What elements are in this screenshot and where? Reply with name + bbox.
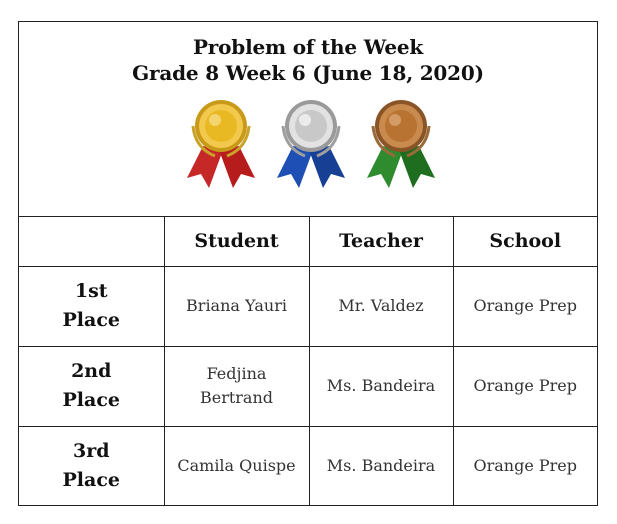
teacher-cell bbox=[309, 346, 453, 426]
place-cell bbox=[19, 346, 164, 426]
teacher-name: Ms. Bandeira bbox=[326, 456, 436, 476]
results-table bbox=[19, 216, 597, 506]
school-name: Orange Prep bbox=[473, 376, 578, 395]
medals-row bbox=[19, 98, 597, 190]
table-row bbox=[19, 426, 597, 506]
header-section bbox=[19, 22, 597, 217]
header-cell-empty bbox=[19, 216, 164, 266]
student-name: Fedjina Bertrand bbox=[199, 364, 274, 407]
header-cell-teacher: Teacher bbox=[309, 216, 453, 266]
header-cell-school: School bbox=[453, 216, 597, 266]
silver-medal-icon bbox=[269, 98, 353, 190]
title-line-1: Problem of the Week bbox=[192, 35, 424, 59]
student-name: Camila Quispe bbox=[177, 456, 296, 476]
teacher-name: Ms. Bandeira bbox=[326, 376, 436, 395]
school-name: Orange Prep bbox=[473, 456, 578, 476]
school-name: Orange Prep bbox=[473, 296, 578, 315]
table-row bbox=[19, 266, 597, 346]
teacher-cell bbox=[309, 266, 453, 346]
student-cell bbox=[164, 346, 309, 426]
table-row bbox=[19, 346, 597, 426]
page-title bbox=[19, 34, 597, 86]
title-line-2: Grade 8 Week 6 (June 18, 2020) bbox=[132, 61, 484, 85]
header-cell-student: Student bbox=[164, 216, 309, 266]
bronze-medal-icon bbox=[359, 98, 443, 190]
place-label: 2nd Place bbox=[62, 360, 120, 411]
school-cell bbox=[453, 426, 597, 506]
results-frame bbox=[18, 21, 598, 506]
student-cell bbox=[164, 426, 309, 506]
place-cell bbox=[19, 426, 164, 506]
school-cell bbox=[453, 346, 597, 426]
teacher-name: Mr. Valdez bbox=[338, 296, 424, 315]
school-cell bbox=[453, 266, 597, 346]
teacher-cell bbox=[309, 426, 453, 506]
student-name: Briana Yauri bbox=[186, 296, 287, 315]
table-header-row bbox=[19, 216, 597, 266]
gold-medal-icon bbox=[179, 98, 263, 190]
place-cell bbox=[19, 266, 164, 346]
student-cell bbox=[164, 266, 309, 346]
place-label: 3rd Place bbox=[62, 440, 120, 492]
place-label: 1st Place bbox=[62, 280, 120, 331]
